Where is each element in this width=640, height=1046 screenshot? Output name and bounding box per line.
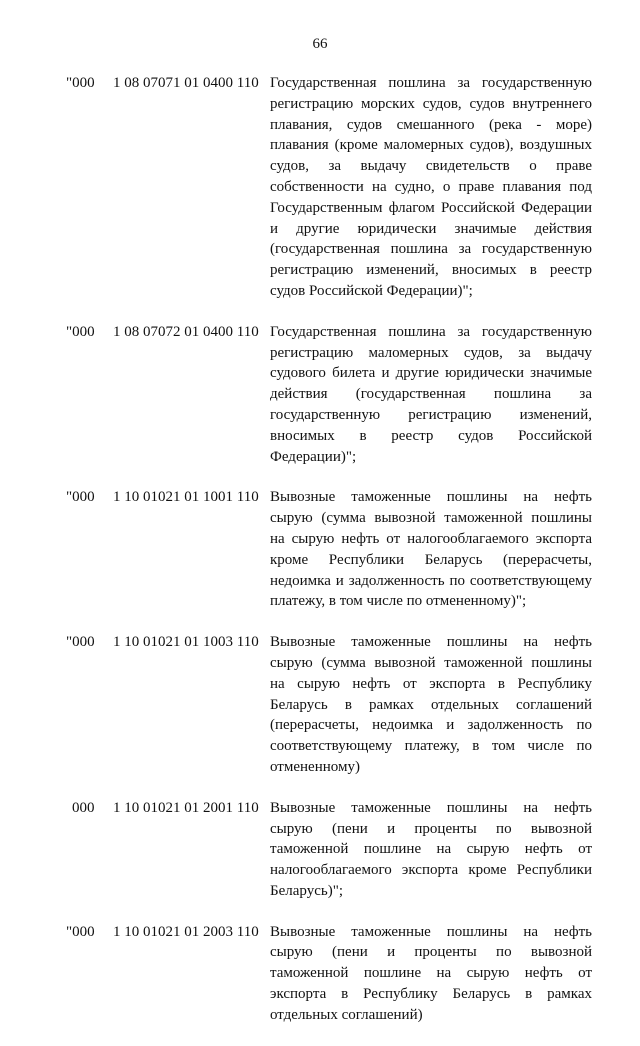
- description-line: сырую (сумма вывозной таможенной пошлины: [270, 654, 592, 671]
- description-line: судов Российской Федерации)";: [270, 282, 473, 299]
- entry-classification-code: 1 08 07072 01 0400 110: [113, 323, 259, 340]
- entry-description: [270, 632, 592, 778]
- page-number: 66: [312, 36, 328, 52]
- description-line: (государственная пошлина за государственную: [270, 241, 592, 258]
- description-line: платежу, в том числе по отмененному)";: [270, 593, 527, 610]
- description-line: Государственная пошлина за государственную: [270, 75, 592, 91]
- entry-admin-code: "000: [66, 489, 95, 506]
- description-line: таможенной пошлине на сырую нефть от: [270, 841, 592, 858]
- description-line: на сырую нефть от налогооблагаемого экспорта: [270, 530, 592, 547]
- description-line: судового билета и другие юридически значимые: [270, 365, 592, 382]
- description-line: Государственная пошлина за государственную: [270, 323, 592, 340]
- description-line: Вывозные таможенные пошлины на нефть: [270, 923, 592, 940]
- description-line: плавания (кроме маломерных судов), воздушных: [270, 137, 592, 154]
- description-line: и другие юридически значимые действия: [270, 220, 592, 237]
- description-line: государственную регистрацию изменений,: [270, 406, 592, 423]
- entry-admin-code: "000: [66, 75, 95, 91]
- classification-entry: [0, 798, 640, 902]
- description-line: налогооблагаемого экспорта кроме Республики: [270, 862, 592, 879]
- entry-description: [270, 322, 592, 468]
- entry-description: [270, 487, 592, 612]
- description-line: сырую (пени и проценты по вывозной: [270, 944, 592, 961]
- entry-admin-code: "000: [66, 923, 95, 940]
- description-line: вносимых в реестр судов Российской: [270, 427, 592, 444]
- entry-admin-code: "000: [66, 634, 95, 651]
- description-line: Федерации)";: [270, 448, 357, 465]
- description-line: плавания, судов смешанного (река - море): [270, 116, 592, 133]
- description-line: Вывозные таможенные пошлины на нефть: [270, 799, 592, 816]
- description-line: сырую (пени и проценты по вывозной: [270, 820, 592, 837]
- classification-entry: [0, 922, 640, 1026]
- description-line: на сырую нефть от экспорта в Республику: [270, 675, 592, 692]
- description-line: отмененному): [270, 758, 360, 775]
- description-line: Беларусь в рамках отдельных соглашений: [270, 696, 592, 713]
- description-line: Вывозные таможенные пошлины на нефть: [270, 489, 592, 506]
- description-line: Беларусь)";: [270, 882, 344, 899]
- description-line: недоимка и задолженность по соответствующему: [270, 572, 592, 589]
- classification-entry: [0, 632, 640, 778]
- description-line: регистрацию маломерных судов, за выдачу: [270, 344, 592, 361]
- entry-description: [270, 798, 592, 902]
- description-line: Вывозные таможенные пошлины на нефть: [270, 634, 592, 651]
- description-line: действия (государственная пошлина за: [270, 386, 592, 403]
- entry-classification-code: 1 10 01021 01 2001 110: [113, 799, 259, 816]
- classification-entry: [0, 322, 640, 468]
- entry-classification-code: 1 10 01021 01 1003 110: [113, 634, 259, 651]
- document-body: [0, 73, 640, 1046]
- entry-description: [270, 922, 592, 1026]
- entry-admin-code: "000: [66, 323, 95, 340]
- description-line: таможенной пошлине на сырую нефть от: [270, 965, 592, 982]
- classification-entry: [0, 487, 640, 612]
- entry-classification-code: 1 08 07071 01 0400 110: [113, 75, 259, 91]
- description-line: соответствующему платежу, в том числе по: [270, 738, 592, 755]
- entry-classification-code: 1 10 01021 01 1001 110: [113, 489, 259, 506]
- description-line: (перерасчеты, недоимка и задолженность по: [270, 717, 592, 734]
- description-line: судов, за выдачу свидетельств о праве: [270, 158, 592, 175]
- entry-description: [270, 73, 592, 302]
- description-line: экспорта в Республику Беларусь в рамках: [270, 986, 592, 1003]
- description-line: отдельных соглашений): [270, 1006, 423, 1023]
- description-line: регистрацию морских судов, судов внутреннего: [270, 95, 592, 112]
- entry-classification-code: 1 10 01021 01 2003 110: [113, 923, 259, 940]
- description-line: сырую (сумма вывозной таможенной пошлины: [270, 510, 592, 527]
- classification-entry: [0, 73, 640, 302]
- description-line: собственности на судно, о праве плавания под: [270, 178, 592, 195]
- description-line: Государственным флагом Российской Федерации: [270, 199, 592, 216]
- entry-admin-code: 000: [72, 799, 95, 816]
- description-line: регистрацию изменений, вносимых в реестр: [270, 262, 592, 279]
- description-line: кроме Республики Беларусь (перерасчеты,: [270, 551, 592, 568]
